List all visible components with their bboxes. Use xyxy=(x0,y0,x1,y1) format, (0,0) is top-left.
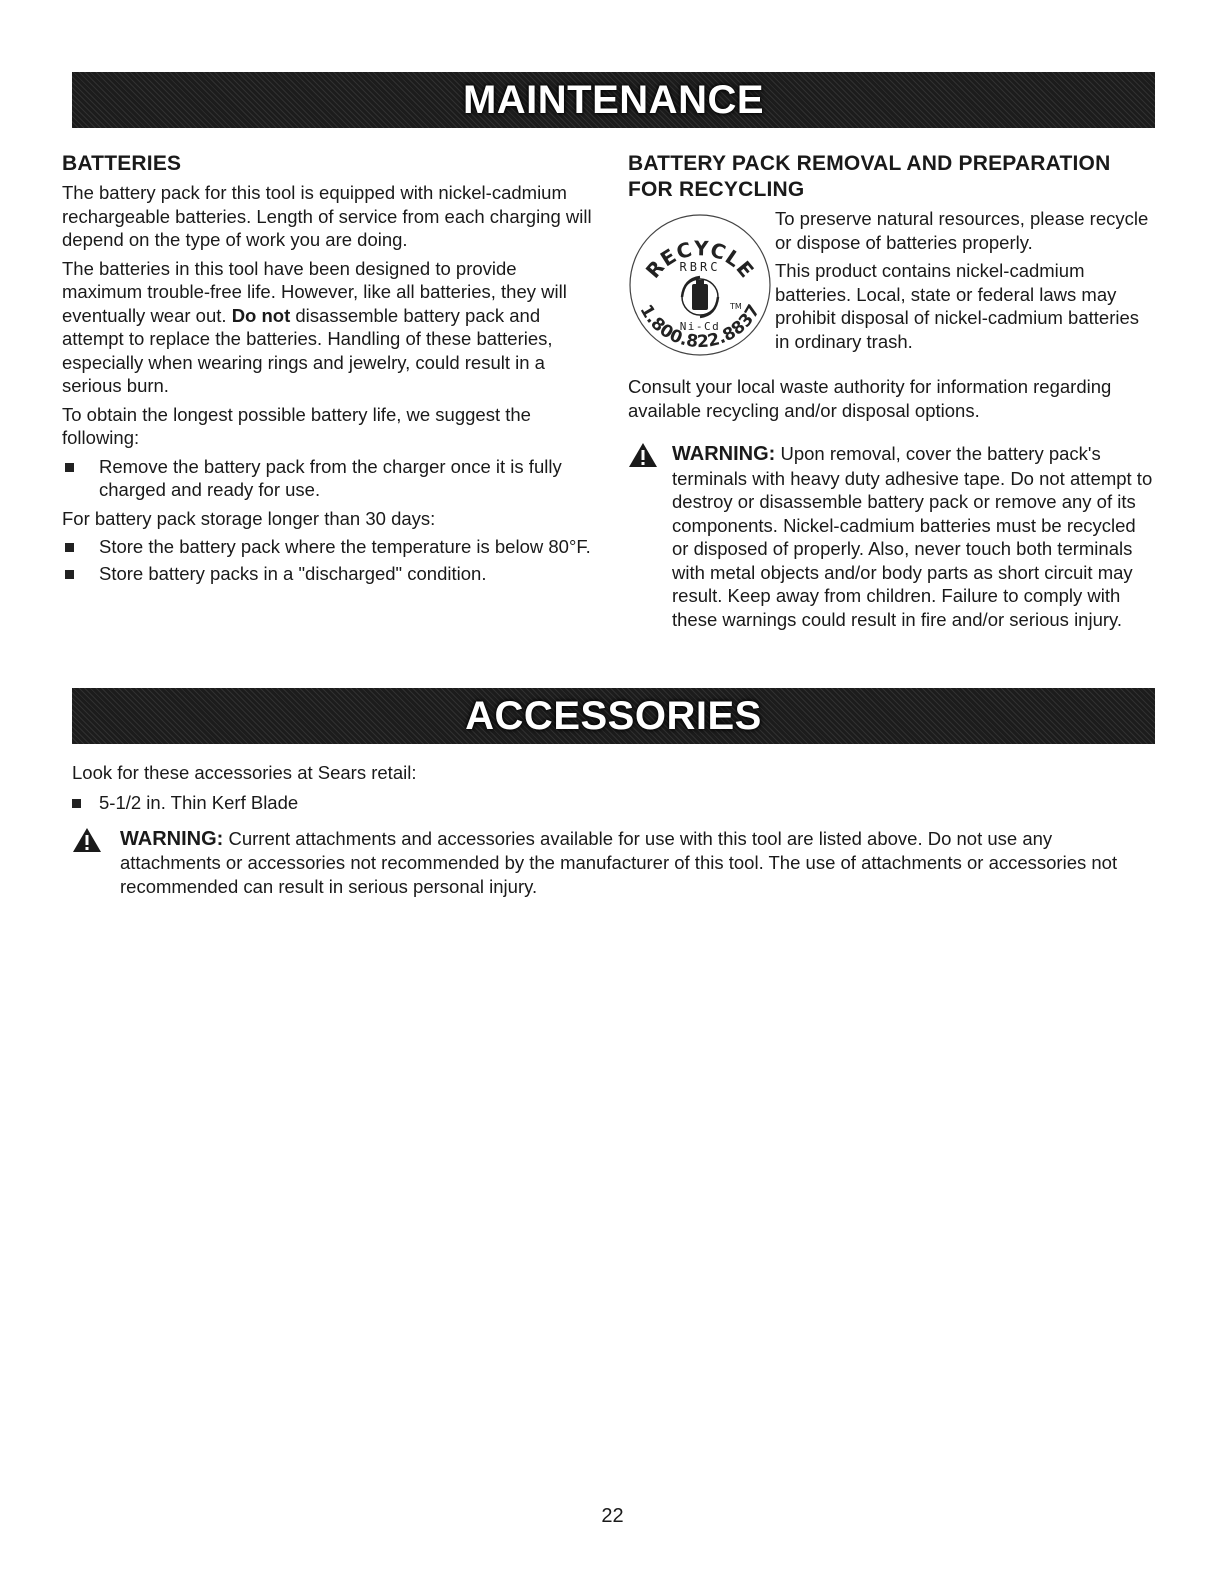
accessories-section xyxy=(72,761,1155,899)
batteries-para-1: The battery pack for this tool is equipped with nickel-cadmium rechargeable batteries. Length of service from each charging will depend on the type of work you are doing. xyxy=(62,182,592,250)
batteries-para-3: To obtain the longest possible battery life, we suggest the following: xyxy=(62,403,531,448)
rbrc-text: RBRC xyxy=(679,260,721,274)
page-number: 22 xyxy=(601,1505,624,1527)
warning-triangle-icon xyxy=(628,442,658,468)
warning-label: WARNING: xyxy=(672,443,776,465)
accessories-banner xyxy=(72,688,1155,744)
recycle-arc-text: RECYCLE xyxy=(640,236,760,283)
batteries-para-4: For battery pack storage longer than 30 days: xyxy=(62,507,436,529)
accessories-banner-title: ACCESSORIES xyxy=(465,694,762,738)
removal-para-2: This product contains nickel-cadmium batteries. Local, state or federal laws may prohibit disposal of nickel-cadmium batteries in ordinary trash. xyxy=(775,260,1140,352)
list-item: Store battery packs in a "discharged" condition. xyxy=(62,562,597,586)
list-item: 5-1/2 in. Thin Kerf Blade xyxy=(72,791,1155,815)
rbrc-recycle-seal-icon xyxy=(620,201,780,371)
batteries-para-2: The batteries in this tool have been designed to provide maximum trouble-free life. However, like all batteries, they will eventually wear out. Do not disassemble battery pack and attempt to replace the batteries. Handling of these batteries, especially when wearing rings and jewelry, could result in a serious burn. xyxy=(62,257,567,396)
recycle-text xyxy=(775,207,1155,353)
removal-section xyxy=(628,151,1155,631)
accessories-intro: Look for these accessories at Sears retail: xyxy=(72,762,417,783)
trademark-text: TM xyxy=(730,302,742,311)
list-item: Store the battery pack where the temperature is below 80°F. xyxy=(62,535,597,559)
battery-icon xyxy=(682,277,718,317)
accessories-warning xyxy=(72,827,1155,899)
accessories-list xyxy=(72,791,1155,815)
removal-heading: BATTERY PACK REMOVAL AND PREPARATION FOR RECYCLING xyxy=(628,152,1111,201)
warning-text: Upon removal, cover the battery pack's terminals with heavy duty adhesive tape. Do not attempt to destroy or disassemble battery pack or remove any of its components. Nickel-cadmium batteries must be recycled or disposed of properly. Also, never touch both terminals with metal objects and/or body parts as short circuit may result. Keep away from children. Failure to comply with these warnings could result in fire and/or serious injury. xyxy=(672,443,1153,630)
warning-label: WARNING: xyxy=(120,828,224,850)
storage-tips xyxy=(62,535,597,585)
recycle-block xyxy=(628,207,1155,375)
maintenance-banner-title: MAINTENANCE xyxy=(462,78,765,122)
batteries-heading: BATTERIES xyxy=(62,152,182,175)
removal-warning xyxy=(628,442,1155,631)
batteries-section xyxy=(62,151,597,590)
maintenance-banner xyxy=(72,72,1155,128)
battery-life-tips xyxy=(62,455,597,502)
nicd-text: Ni-Cd xyxy=(679,320,721,333)
removal-para-1: To preserve natural resources, please recycle or dispose of batteries properly. xyxy=(775,208,1149,253)
do-not-emphasis: Do not xyxy=(231,304,291,326)
warning-text: Current attachments and accessories available for use with this tool are listed above. Do not use any attachments or accessories not recommended by the manufacturer of this tool. The use of attachments or accessories not recommended can result in serious personal injury. xyxy=(120,828,1118,897)
list-item: Remove the battery pack from the charger once it is fully charged and ready for use. xyxy=(62,455,597,502)
recycle-phone-text: 1.800.822.8837 xyxy=(635,301,765,353)
warning-triangle-icon xyxy=(72,827,102,853)
removal-para-3: Consult your local waste authority for information regarding available recycling and/or disposal options. xyxy=(628,376,1112,421)
